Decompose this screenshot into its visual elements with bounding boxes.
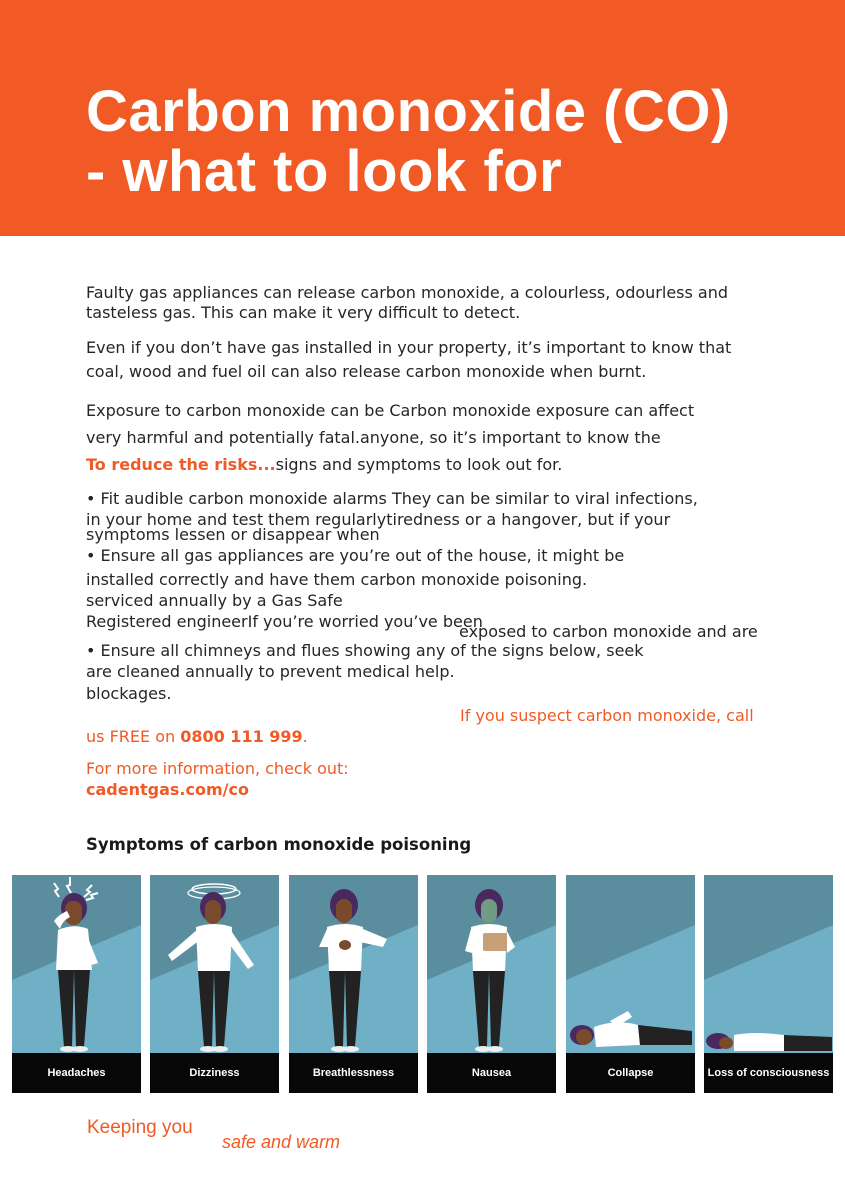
symptom-panel-nausea — [427, 875, 556, 1093]
call-line-1: If you suspect carbon monoxide, call — [460, 706, 754, 725]
para2-line-2: coal, wood and fuel oil can also release carbon monoxide when burnt. — [86, 362, 647, 381]
symptom-panel-breathlessness — [289, 875, 418, 1093]
footer-tagline-line-2: safe and warm — [222, 1132, 341, 1152]
call-suffix: . — [302, 727, 308, 746]
more-info-text: For more information, check out: — [86, 759, 349, 778]
risks-tail: signs and symptoms to look out for. — [275, 455, 563, 474]
bullet3-line-2: are cleaned annually to prevent medical help. — [86, 662, 455, 681]
para3-line-1: Exposure to carbon monoxide can be Carbon monoxide exposure can affect — [86, 401, 695, 420]
bullet2-line-4: Registered engineerIf you’re worried you’ve been — [86, 612, 483, 631]
para3-line-2: very harmful and potentially fatal.anyone, so it’s important to know the — [86, 428, 661, 447]
symptom-label-dizziness: Dizziness — [150, 1053, 279, 1093]
symptom-label-breathlessness: Breathlessness — [289, 1053, 418, 1093]
risks-heading: To reduce the risks... — [86, 455, 276, 474]
symptom-label-headaches: Headaches — [12, 1053, 141, 1093]
bullet3-line-3: blockages. — [86, 684, 172, 703]
bullet1-line-2: in your home and test them regularlytiredness or a hangover, but if your — [86, 510, 671, 529]
intro-line-2: tasteless gas. This can make it very difficult to detect. — [86, 303, 521, 322]
risks-line — [86, 454, 562, 476]
para2-line-1: Even if you don’t have gas installed in your property, it’s important to know that — [86, 338, 732, 357]
title-line-1: Carbon monoxide (CO) — [86, 79, 731, 144]
bullet2-line-3: serviced annually by a Gas Safe — [86, 591, 343, 610]
symptom-panel-dizziness — [150, 875, 279, 1093]
more-info-link[interactable]: cadentgas.com/co — [86, 780, 249, 799]
symptom-panel-loss-of-consciousness — [704, 875, 833, 1093]
bullet2-line-1: • Ensure all gas appliances are you’re out of the house, it might be — [86, 546, 625, 565]
bullet3-line-1: • Ensure all chimneys and flues showing any of the signs below, seek — [86, 641, 644, 660]
symptom-label-collapse: Collapse — [566, 1053, 695, 1093]
intro-line-1: Faulty gas appliances can release carbon monoxide, a colourless, odourless and — [86, 283, 729, 302]
title-line-2: - what to look for — [86, 139, 563, 204]
bullet1-line-1: • Fit audible carbon monoxide alarms They can be similar to viral infections, — [86, 489, 698, 508]
symptom-panel-collapse — [566, 875, 695, 1093]
symptom-label-nausea: Nausea — [427, 1053, 556, 1093]
bullet1-line-3: symptoms lessen or disappear when — [86, 525, 380, 544]
symptoms-title: Symptoms of carbon monoxide poisoning — [86, 835, 472, 854]
symptom-label-loss-of-consciousness: Loss of consciousness — [704, 1053, 833, 1093]
call-phone-number: 0800 111 999 — [180, 727, 303, 746]
symptom-panel-headaches — [12, 875, 141, 1093]
bullet2-line-5: exposed to carbon monoxide and are — [459, 622, 758, 641]
page-title — [86, 79, 731, 204]
bullet2-line-2: installed correctly and have them carbon monoxide poisoning. — [86, 570, 588, 589]
call-line-2 — [86, 726, 308, 748]
header-banner — [0, 0, 845, 236]
footer-tagline-line-1: Keeping you — [87, 1117, 193, 1138]
call-prefix: us FREE on — [86, 727, 181, 746]
